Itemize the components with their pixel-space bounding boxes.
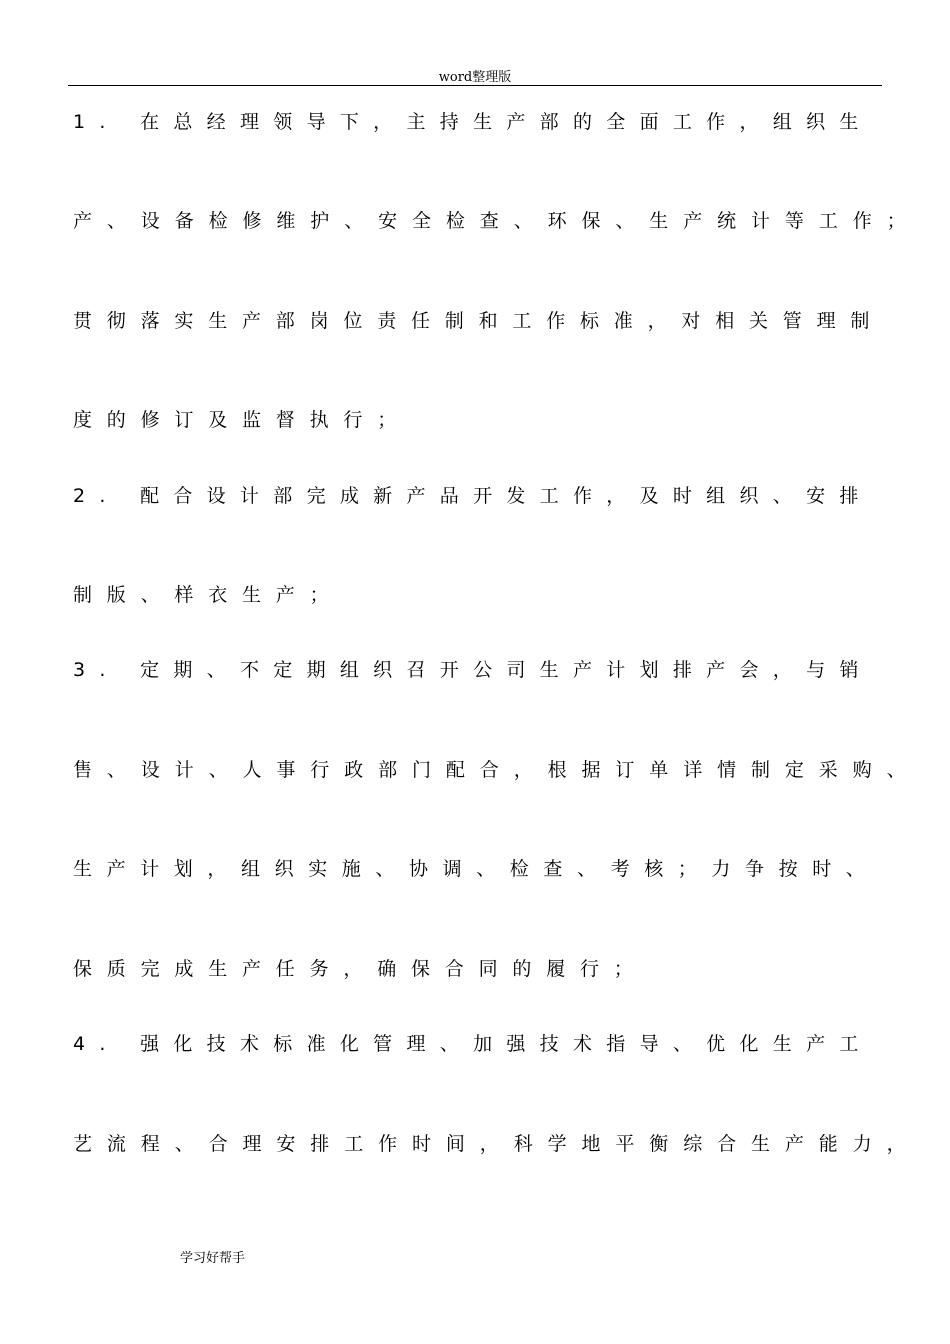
body-line-11: 4. 强化技术标准化管理、加强技术指导、优化生产工 (73, 1033, 873, 1055)
body-line-9: 生产计划，组织实施、协调、检查、考核；力争按时、 (73, 858, 880, 880)
body-line-6: 制版、样衣生产； (73, 584, 344, 606)
body-line-10: 保质完成生产任务，确保合同的履行； (73, 958, 648, 980)
body-line-2: 产、设备检修维护、安全检查、环保、生产统计等工作； (73, 210, 921, 232)
body-line-5: 2. 配合设计部完成新产品开发工作，及时组织、安排 (73, 485, 873, 507)
page-footer: 学习好帮手 (180, 1251, 246, 1266)
header-divider (68, 85, 882, 86)
page-header: word整理版 (438, 70, 512, 85)
body-line-12: 艺流程、合理安排工作时间，科学地平衡综合生产能力， (73, 1133, 921, 1155)
body-line-4: 度的修订及监督执行； (73, 409, 412, 431)
body-line-7: 3. 定期、不定期组织召开公司生产计划排产会，与销 (73, 659, 873, 681)
body-line-1: 1. 在总经理领导下，主持生产部的全面工作，组织生 (73, 111, 873, 133)
body-line-8: 售、设计、人事行政部门配合，根据订单详情制定采购、 (73, 759, 921, 781)
body-line-3: 贯彻落实生产部岗位责任制和工作标准，对相关管理制 (73, 310, 885, 332)
